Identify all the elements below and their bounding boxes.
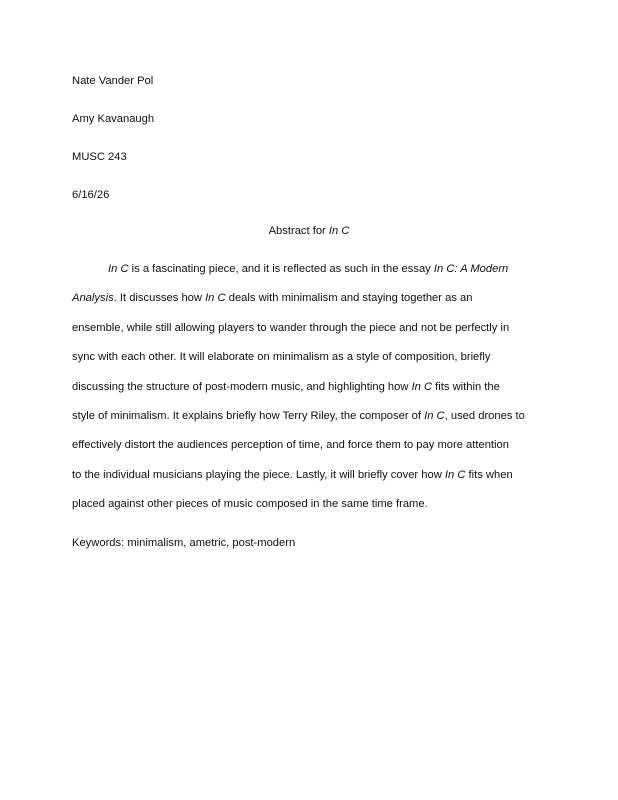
abstract-title-prefix: Abstract for [268,225,329,237]
abstract-body [72,255,552,520]
abstract-title [0,224,618,238]
text-segment: deals with minimalism and staying together as an [225,292,473,305]
text-segment: style of minimalism. It explains briefly how Terry Riley, the composer of [72,410,425,423]
text-segment: sync with each other. It will elaborate on minimalism as a style of composition, briefly [72,351,491,364]
date: 6/16/26 [72,189,110,201]
abstract-line [72,490,552,519]
italic-text: In C [108,263,129,275]
abstract-line [72,402,552,431]
text-segment: placed against other pieces of music composed in the same time frame. [72,498,428,511]
italic-text: In C [411,380,433,393]
author-name: Nate Vander Pol [72,75,154,87]
abstract-line [72,314,552,343]
keywords-line: Keywords: minimalism, ametric, post-modern [72,537,296,549]
italic-text: In C [444,468,466,481]
italic-text: In C [424,410,445,423]
abstract-line [72,284,552,313]
text-segment: fits when [465,468,513,481]
course-code: MUSC 243 [72,151,127,163]
abstract-line [72,373,552,402]
text-segment: ensemble, while still allowing players to wander through the piece and not be perfectly in [72,321,510,334]
abstract-line [72,431,552,460]
text-segment: discussing the structure of post-modern music, and highlighting how [72,380,412,393]
text-segment: . It discusses how [113,292,206,305]
text-segment: to the individual musicians playing the piece. Lastly, it will briefly cover how [72,468,445,481]
text-segment: fits within the [432,380,500,393]
italic-text: In C [205,292,226,305]
text-segment: is a fascinating piece, and it is reflected as such in the essay [128,263,434,275]
abstract-title-italic: In C [328,225,350,237]
abstract-line [72,255,552,284]
text-segment: effectively distort the audiences perception of time, and force them to pay more attention [72,439,509,452]
abstract-line [72,461,552,490]
instructor-name: Amy Kavanaugh [72,113,155,125]
abstract-line [72,343,552,372]
text-segment: , used drones to [444,410,525,423]
italic-text: In C: A Modern [433,263,509,275]
italic-text: Analysis [72,292,114,305]
